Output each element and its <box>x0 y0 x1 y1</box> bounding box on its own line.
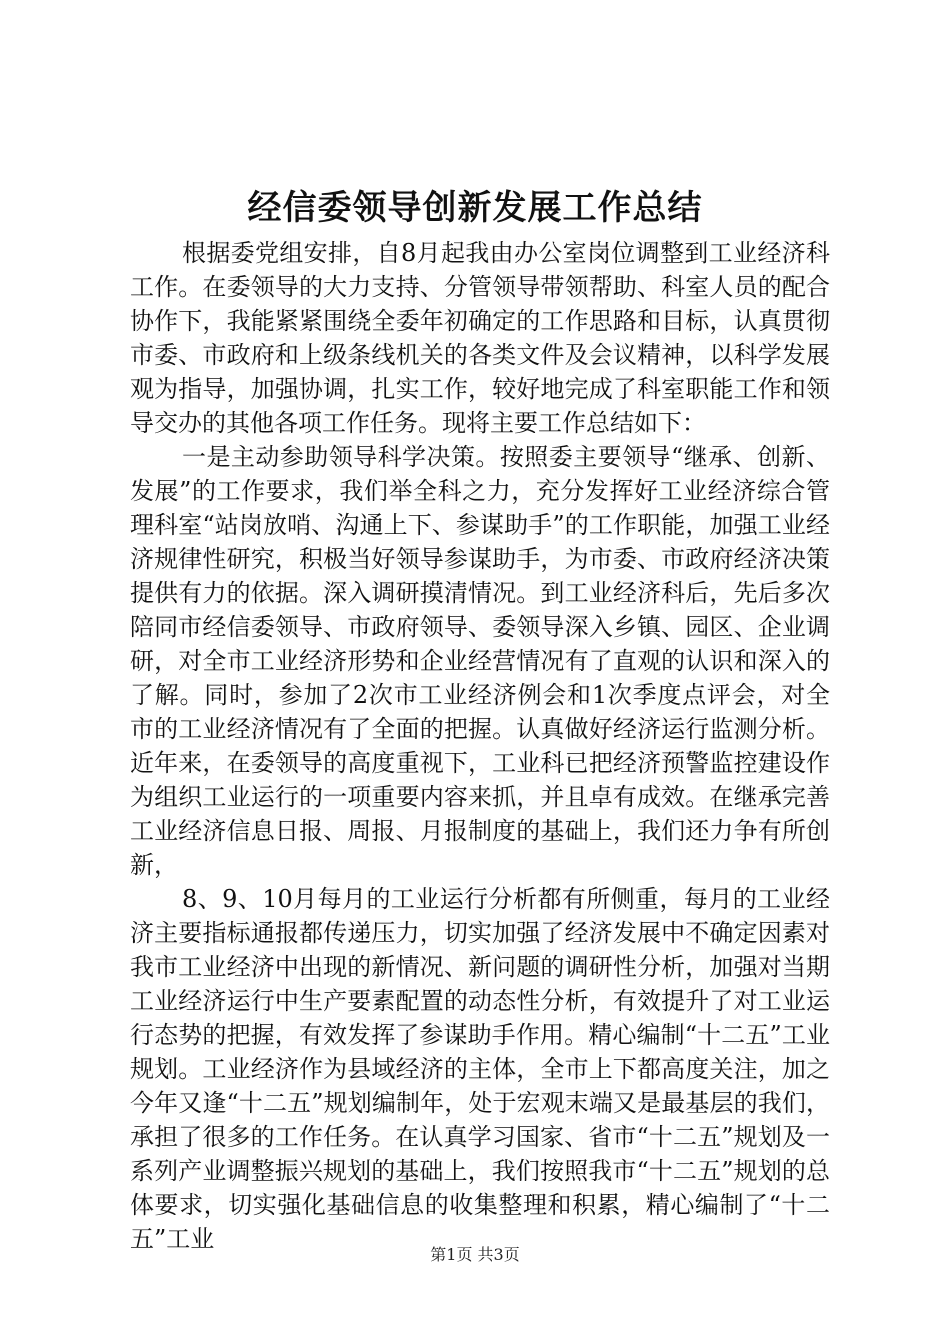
paragraph-decision-support: 一是主动参助领导科学决策。按照委主要领导“继承、创新、发展”的工作要求，我们举全科之力，充分发挥好工业经济综合管理科室“站岗放哨、沟通上下、参谋助手”的工作职能，加强工业经济规律性研究，积极当好领导参谋助手，为市委、市政府经济决策提供有力的依据。深入调研摸清情况。到工业经济科后，先后多次陪同市经信委领导、市政府领导、委领导深入乡镇、园区、企业调研，对全市工业经济形势和企业经营情况有了直观的认识和深入的了解。同时，参加了2次市工业经济例会和1次季度点评会，对全市的工业经济情况有了全面的把握。认真做好经济运行监测分析。近年来，在委领导的高度重视下，工业科已把经济预警监控建设作为组织工业运行的一项重要内容来抓，并且卓有成效。在继承完善工业经济信息日报、周报、月报制度的基础上，我们还力争有所创新， <box>130 443 830 879</box>
document-title: 经信委领导创新发展工作总结 <box>247 188 703 228</box>
page-number-label: 第1页 共3页 <box>430 1245 520 1264</box>
document-body <box>130 236 830 1256</box>
paragraph-monthly-analysis: 8、9、10月每月的工业运行分析都有所侧重，每月的工业经济主要指标通报都传递压力，切实加强了经济发展中不确定因素对我市工业经济中出现的新情况、新问题的调研性分析，加强对当期工业经济运行中生产要素配置的动态性分析，有效提升了对工业运行态势的把握，有效发挥了参谋助手作用。精心编制“十二五”工业规划。工业经济作为县域经济的主体，全市上下都高度关注，加之今年又逢“十二五”规划编制年，处于宏观末端又是最基层的我们，承担了很多的工作任务。在认真学习国家、省市“十二五”规划及一系列产业调整振兴规划的基础上，我们按照我市“十二五”规划的总体要求，切实强化基础信息的收集整理和积累，精心编制了“十二五”工业 <box>130 885 830 1253</box>
paragraph-intro: 根据委党组安排，自8月起我由办公室岗位调整到工业经济科工作。在委领导的大力支持、分管领导带领帮助、科室人员的配合协作下，我能紧紧围绕全委年初确定的工作思路和目标，认真贯彻市委、市政府和上级条线机关的各类文件及会议精神，以科学发展观为指导，加强协调，扎实工作，较好地完成了科室职能工作和领导交办的其他各项工作任务。现将主要工作总结如下： <box>130 239 830 437</box>
page-footer <box>0 1244 950 1266</box>
